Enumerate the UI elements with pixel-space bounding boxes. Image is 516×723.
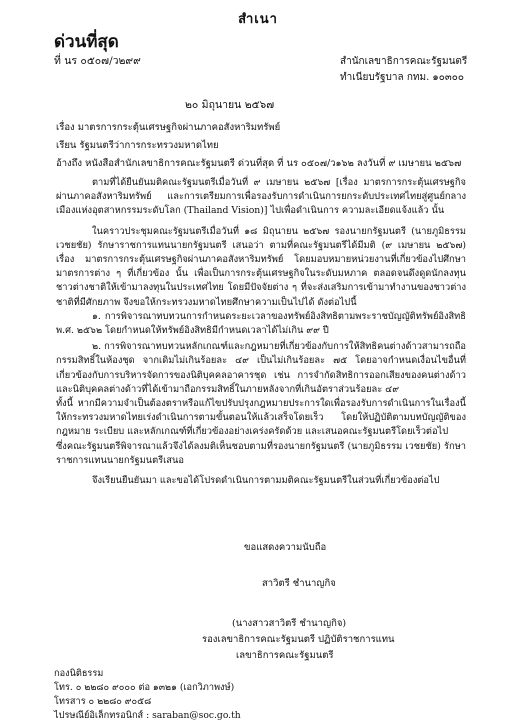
document-date: ๒๐ มิถุนายน ๒๕๖๗ xyxy=(185,99,275,111)
footer-division: กองนิติธรรม xyxy=(54,668,104,679)
signer-name: (นางสาวสาวิตรี ชำนาญกิจ) xyxy=(232,618,347,629)
letter-body xyxy=(56,176,466,488)
paragraph-2: ในคราวประชุมคณะรัฐมนตรีเมื่อวันที่ ๑๘ มิถุนายน ๒๕๖๗ รองนายกรัฐมนตรี (นายภูมิธรรม เวชยชัย) รักษาราชการแทนนายกรัฐมนตรี เสนอว่า ตามที่คณะรัฐมนตรีได้มีมติ (๙ เมษายน ๒๕๖๗) เรื่อง มาตรการกระตุ้นเศรษฐกิจผ่านภาคอสังหาริมทรัพย์ โดยมอบหมายหน่วยงานที่เกี่ยวข้องไปศึกษามาตรการต่าง ๆ ที่เกี่ยวข้อง นั้น เพื่อเป็นการกระตุ้นเศรษฐกิจในระดับมหภาค ตลอดจนดึงดูดนักลงทุนชาวต่างชาติให้เข้ามาลงทุนในประเทศไทย โดยมีปัจจัยต่าง ๆ ที่จะส่งเสริมการเข้ามาทำงานของชาวต่างชาติที่มีศักยภาพ จึงขอให้กระทรวงมหาดไทยศึกษาความเป็นไปได้ ดังต่อไปนี้ xyxy=(56,225,466,308)
paragraph-7: จึงเรียนยืนยันมา และขอได้โปรดดำเนินการตามมติคณะรัฐมนตรีในส่วนที่เกี่ยวข้องต่อไป xyxy=(92,475,440,487)
paragraph-3: ๑. การพิจารณาทบทวนการกำหนดระยะเวลาของทรัพย์อิงสิทธิตามพระราชบัญญัติทรัพย์อิงสิทธิ พ.ศ. ๒๕๖๒ โดยกำหนดให้ทรัพย์อิงสิทธิมีกำหนดเวลาได้ไม่เกิน ๙๙ ปี xyxy=(56,310,466,337)
footer-email: ไปรษณีย์อิเล็กทรอนิกส์ : saraban@soc.go.th xyxy=(54,710,241,721)
paragraph-5: ทั้งนี้ หากมีความจำเป็นต้องตราหรือแก้ไขปรับปรุงกฎหมายประการใดเพื่อรองรับการดำเนินการในเรื่องนี้ให้กระทรวงมหาดไทยเร่งดำเนินการตามขั้นตอนให้แล้วเสร็จโดยเร็ว โดยให้ปฏิบัติตามบทบัญญัติของกฎหมาย ระเบียบ และหลักเกณฑ์ที่เกี่ยวข้องอย่างเคร่งครัดด้วย และเสนอคณะรัฐมนตรีโดยเร็วต่อไป xyxy=(56,398,466,438)
agency-name: สำนักเลขาธิการคณะรัฐมนตรี xyxy=(340,56,468,67)
subject-line: เรื่อง มาตรการกระตุ้นเศรษฐกิจผ่านภาคอสังหาริมทรัพย์ xyxy=(56,122,281,133)
footer-fax: โทรสาร ๐ ๒๒๘๐ ๙๐๕๘ xyxy=(54,696,152,707)
signer-position: รองเลขาธิการคณะรัฐมนตรี ปฏิบัติราชการแทน xyxy=(202,634,395,645)
copy-label: สำเนา xyxy=(238,12,278,27)
agency-address: ทำเนียบรัฐบาล กทม. ๑๐๓๐๐ xyxy=(340,72,464,83)
footer-telephone: โทร. ๐ ๒๒๘๐ ๙๐๐๐ ต่อ ๑๓๒๑ (เอกวิภาพงษ์) xyxy=(54,682,235,693)
signature: สาวิตรี ชำนาญกิจ xyxy=(262,578,336,589)
document-number: ที่ นร ๐๕๐๗/ว๒๙๙ xyxy=(54,55,141,67)
paragraph-6: ซึ่งคณะรัฐมนตรีพิจารณาแล้วจึงได้ลงมติเห็นชอบตามที่รองนายกรัฐมนตรี (นายภูมิธรรม เวชยชัย) รักษาราชการแทนนายกรัฐมนตรีเสนอ xyxy=(56,440,466,466)
urgency-label: ด่วนที่สุด xyxy=(54,32,119,52)
closing-phrase: ขอแสดงความนับถือ xyxy=(244,542,327,553)
paragraph-1: ตามที่ได้ยืนยันมติคณะรัฐมนตรีเมื่อวันที่ ๙ เมษายน ๒๕๖๗ [เรื่อง มาตรการกระตุ้นเศรษฐกิจผ่านภาคอสังหาริมทรัพย์ และการเตรียมการเพื่อรองรับการดำเนินการยกระดับประเทศไทยสู่ศูนย์กลางเมืองแห่งอุตสาหกรรมระดับโลก (Thailand Vision)] ไปเพื่อดำเนินการ ความละเอียดแจ้งแล้ว นั้น xyxy=(56,177,466,217)
recipient-line: เรียน รัฐมนตรีว่าการกระทรวงมหาดไทย xyxy=(56,140,219,151)
signer-position-secondary: เลขาธิการคณะรัฐมนตรี xyxy=(236,650,334,661)
reference-line: อ้างถึง หนังสือสำนักเลขาธิการคณะรัฐมนตรี ด่วนที่สุด ที่ นร ๐๕๐๗/ว๑๖๒ ลงวันที่ ๙ เมษายน ๒๕๖๗ xyxy=(56,158,462,169)
paragraph-4: ๒. การพิจารณาทบทวนหลักเกณฑ์และกฎหมายที่เกี่ยวข้องกับการให้สิทธิคนต่างด้าวสามารถถือกรรมสิทธิ์ในห้องชุด จากเดิมไม่เกินร้อยละ ๔๙ เป็นไม่เกินร้อยละ ๗๕ โดยอาจกำหนดเงื่อนไขอื่นที่เกี่ยวข้องกับการบริหารจัดการของนิติบุคคลอาคารชุด เช่น การจำกัดสิทธิการออกเสียงของคนต่างด้าวและนิติบุคคลต่างด้าวที่ได้เข้ามาถือกรรมสิทธิ์ในภายหลังจากที่เกินอัตราส่วนร้อยละ ๔๙ xyxy=(56,341,466,395)
